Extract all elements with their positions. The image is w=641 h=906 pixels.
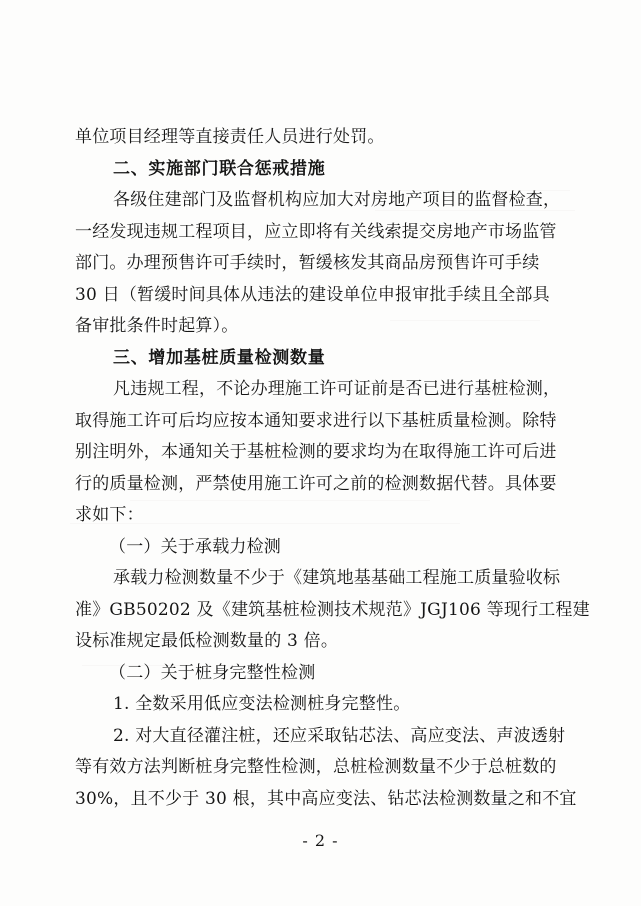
body-line: 一经发现违规工程项目，应立即将有关线索提交房地产市场监管 (75, 221, 557, 242)
subsection-heading: （一）关于承载力检测 (109, 536, 281, 557)
body-line: 准》GB50202 及《建筑基桩检测技术规范》JGJ106 等现行工程建 (75, 599, 590, 620)
document-body (75, 122, 590, 815)
page-number: - 2 - (302, 831, 339, 850)
section-heading: 三、增加基桩质量检测数量 (113, 347, 326, 368)
body-line: 单位项目经理等直接责任人员进行处罚。 (75, 127, 385, 147)
body-line: 30 日（暂缓时间具体从违法的建设单位申报审批手续且全部具 (75, 284, 550, 305)
numbered-item: 2. 对大直径灌注桩，还应采取钻芯法、高应变法、声波透射 (113, 725, 566, 746)
numbered-item: 1. 全数采用低应变法检测桩身完整性。 (113, 694, 411, 714)
body-line: 30%，且不少于 30 根，其中高应变法、钻芯法检测数量之和不宜 (75, 788, 577, 809)
body-line: 备审批条件时起算）。 (75, 316, 239, 336)
body-line: 承载力检测数量不少于《建筑地基基础工程施工质量验收标 (113, 568, 561, 588)
body-line: 凡违规工程，不论办理施工许可证前是否已进行基桩检测， (113, 379, 561, 399)
body-line: 各级住建部门及监督机构应加大对房地产项目的监督检查， (113, 190, 561, 210)
body-line: 设标准规定最低检测数量的 3 倍。 (75, 631, 339, 651)
body-line: 行的质量检测，严禁使用施工许可之前的检测数据代替。具体要 (75, 473, 557, 494)
body-line: 取得施工许可后均应按本通知要求进行以下基桩质量检测。除特 (75, 410, 557, 431)
body-line: 求如下： (75, 505, 144, 525)
section-heading: 二、实施部门联合惩戒措施 (113, 158, 326, 179)
body-line: 部门。办理预售许可手续时，暂缓核发其商品房预售许可手续 (75, 253, 540, 273)
subsection-heading: （二）关于桩身完整性检测 (109, 662, 316, 683)
body-line: 别注明外，本通知关于基桩检测的要求均为在取得施工许可后进 (75, 442, 557, 462)
body-line: 等有效方法判断桩身完整性检测，总桩检测数量不少于总桩数的 (75, 757, 557, 777)
